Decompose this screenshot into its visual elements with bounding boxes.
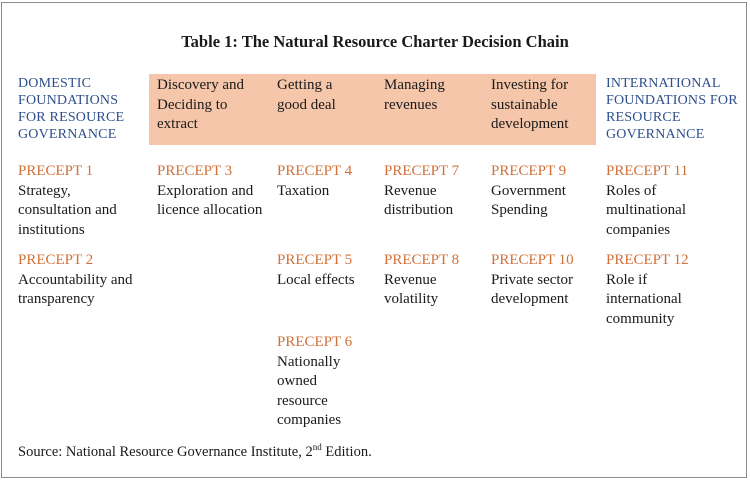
stage-good-deal: Getting a good deal bbox=[277, 77, 336, 113]
precept-10 bbox=[491, 251, 591, 310]
precept-6-text: Nationally owned resource companies bbox=[277, 353, 342, 428]
precept-5-text: Local effects bbox=[277, 271, 355, 288]
precept-7-text: Revenue distribution bbox=[384, 182, 454, 218]
precept-12 bbox=[606, 251, 706, 329]
precept-7 bbox=[384, 162, 484, 221]
precept-7-label: PRECEPT 7 bbox=[384, 163, 460, 179]
source-suffix: Edition. bbox=[321, 444, 372, 460]
source-note bbox=[18, 442, 372, 461]
precept-4 bbox=[277, 162, 377, 201]
precept-9 bbox=[491, 162, 591, 221]
stage-discovery: Discovery and Deciding to extract bbox=[157, 77, 245, 132]
precept-6-label: PRECEPT 6 bbox=[277, 334, 353, 350]
stage-managing-revenues: Managing revenues bbox=[384, 77, 445, 113]
precept-8 bbox=[384, 251, 484, 310]
precept-3-label: PRECEPT 3 bbox=[157, 163, 233, 179]
precept-9-label: PRECEPT 9 bbox=[491, 163, 567, 179]
domestic-foundations-header: DOMESTIC FOUNDATIONS FOR RESOURCE GOVERNANCE bbox=[18, 76, 125, 142]
precept-4-text: Taxation bbox=[277, 182, 330, 199]
table-title: Table 1: The Natural Resource Charter Decision Chain bbox=[181, 32, 569, 51]
precept-5 bbox=[277, 251, 377, 290]
precept-11 bbox=[606, 162, 716, 240]
precept-2 bbox=[18, 251, 146, 310]
precept-12-label: PRECEPT 12 bbox=[606, 252, 689, 268]
precept-3 bbox=[157, 162, 265, 221]
precept-4-label: PRECEPT 4 bbox=[277, 163, 353, 179]
precept-1-text: Strategy, consultation and institutions bbox=[18, 182, 117, 238]
precept-2-label: PRECEPT 2 bbox=[18, 252, 94, 268]
precept-3-text: Exploration and licence allocation bbox=[157, 182, 263, 218]
international-foundations-header: INTERNATIONAL FOUNDATIONS FOR RESOURCE GOVERNANCE bbox=[606, 76, 738, 142]
source-superscript: nd bbox=[312, 442, 322, 452]
precept-11-label: PRECEPT 11 bbox=[606, 163, 689, 179]
precept-6 bbox=[277, 333, 369, 431]
precept-10-label: PRECEPT 10 bbox=[491, 252, 574, 268]
precept-11-text: Roles of multinational companies bbox=[606, 182, 686, 238]
stage-investing: Investing for sustainable development bbox=[491, 77, 569, 132]
precept-8-label: PRECEPT 8 bbox=[384, 252, 460, 268]
precept-9-text: Government Spending bbox=[491, 182, 566, 218]
precept-8-text: Revenue volatility bbox=[384, 271, 439, 307]
precept-5-label: PRECEPT 5 bbox=[277, 252, 353, 268]
precept-1-label: PRECEPT 1 bbox=[18, 163, 94, 179]
precept-10-text: Private sector development bbox=[491, 271, 574, 307]
source-prefix: Source: National Resource Governance Institute, 2 bbox=[18, 444, 313, 460]
precept-1 bbox=[18, 162, 146, 240]
precept-2-text: Accountability and transparency bbox=[18, 271, 133, 307]
precept-12-text: Role if international community bbox=[606, 271, 682, 327]
